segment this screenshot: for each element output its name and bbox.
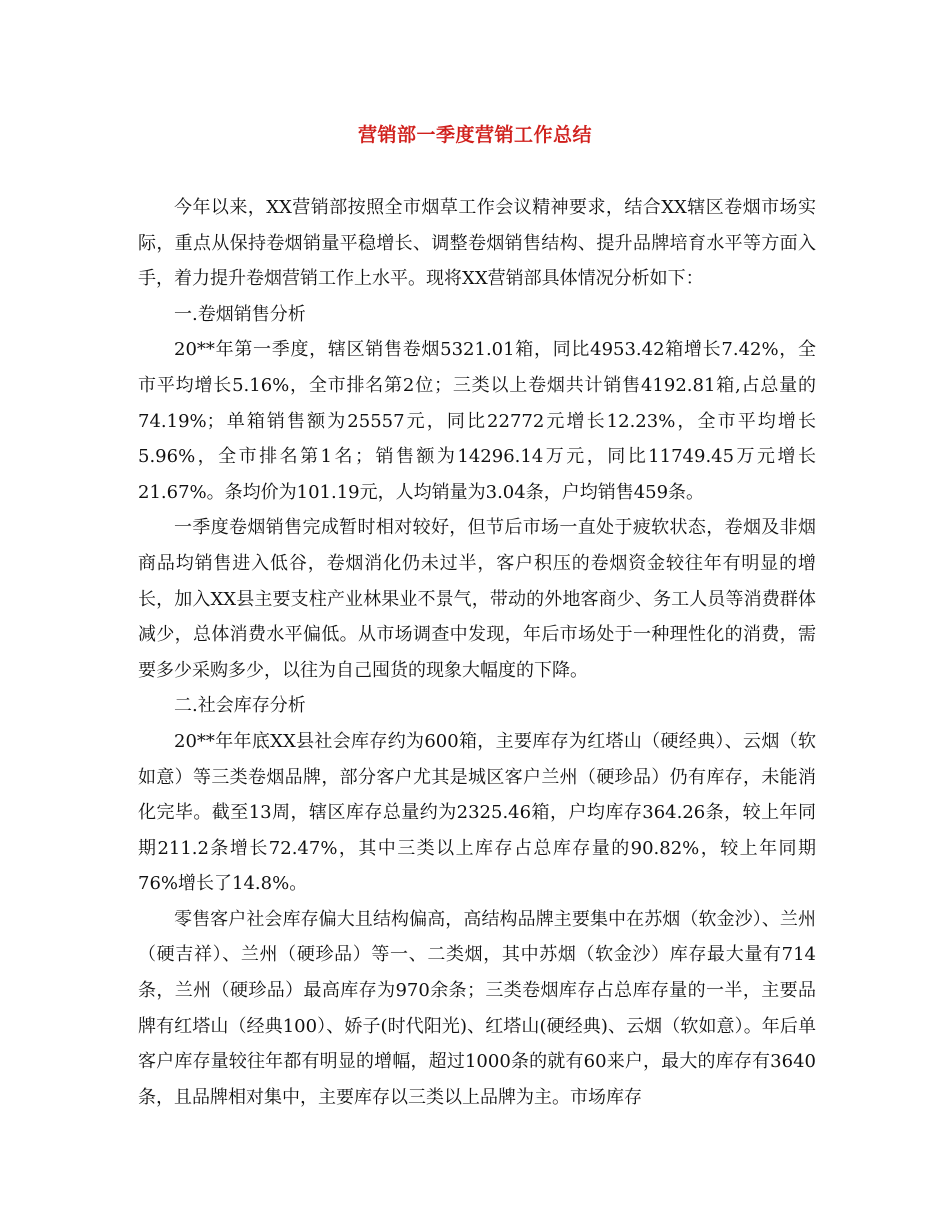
document-body <box>138 190 816 1115</box>
paragraph-inventory-figures: 20**年年底XX县社会库存约为600箱，主要库存为红塔山（硬经典）、云烟（软如意）等三类卷烟品牌，部分客户尤其是城区客户兰州（硬珍品）仍有库存，未能消化完毕。截至13周，辖区库存总量约为2325.46箱，户均库存364.26条，较上年同期211.2条增长72.47%，其中三类以上库存占总库存量的90.82%，较上年同期76%增长了14.8%。 <box>138 730 816 895</box>
paragraph-sales-figures: 20**年第一季度，辖区销售卷烟5321.01箱，同比4953.42箱增长7.42%，全市平均增长5.16%，全市排名第2位；三类以上卷烟共计销售4192.81箱,占总量的74.19%；单箱销售额为25557元，同比22772元增长12.23%，全市平均增长5.96%，全市排名第1名；销售额为14296.14万元，同比11749.45万元增长21.67%。条均价为101.19元，人均销量为3.04条，户均销售459条。 <box>138 339 816 503</box>
paragraph-intro: 今年以来，XX营销部按照全市烟草工作会议精神要求，结合XX辖区卷烟市场实际，重点从保持卷烟销量平稳增长、调整卷烟销售结构、提升品牌培育水平等方面入手，着力提升卷烟营销工作上水平。现将XX营销部具体情况分析如下： <box>138 197 816 290</box>
paragraph-inventory-structure: 零售客户社会库存偏大且结构偏高，高结构品牌主要集中在苏烟（软金沙）、兰州（硬吉祥）、兰州（硬珍品）等一、二类烟，其中苏烟（软金沙）库存最大量有714条，兰州（硬珍品）最高库存为970余条；三类卷烟库存占总库存量的一半，主要品牌有红塔山（经典100）、娇子(时代阳光)、红塔山(硬经典)、云烟（软如意）。年后单客户库存量较往年都有明显的增幅，超过1000条的就有60来户，最大的库存有3640条，且品牌相对集中，主要库存以三类以上品牌为主。市场库存 <box>138 908 816 1108</box>
paragraph-sales-market: 一季度卷烟销售完成暂时相对较好，但节后市场一直处于疲软状态，卷烟及非烟商品均销售进入低谷，卷烟消化仍未过半，客户积压的卷烟资金较往年有明显的增长，加入XX县主要支柱产业林果业不景气，带动的外地客商少、务工人员等消费群体减少，总体消费水平偏低。从市场调查中发现，年后市场处于一种理性化的消费，需要多少采购多少，以往为自己囤货的现象大幅度的下降。 <box>138 517 816 681</box>
document-title: 营销部一季度营销工作总结 <box>357 124 592 146</box>
section-heading-inventory: 二.社会库存分析 <box>174 695 306 717</box>
section-heading-sales: 一.卷烟销售分析 <box>174 303 306 325</box>
